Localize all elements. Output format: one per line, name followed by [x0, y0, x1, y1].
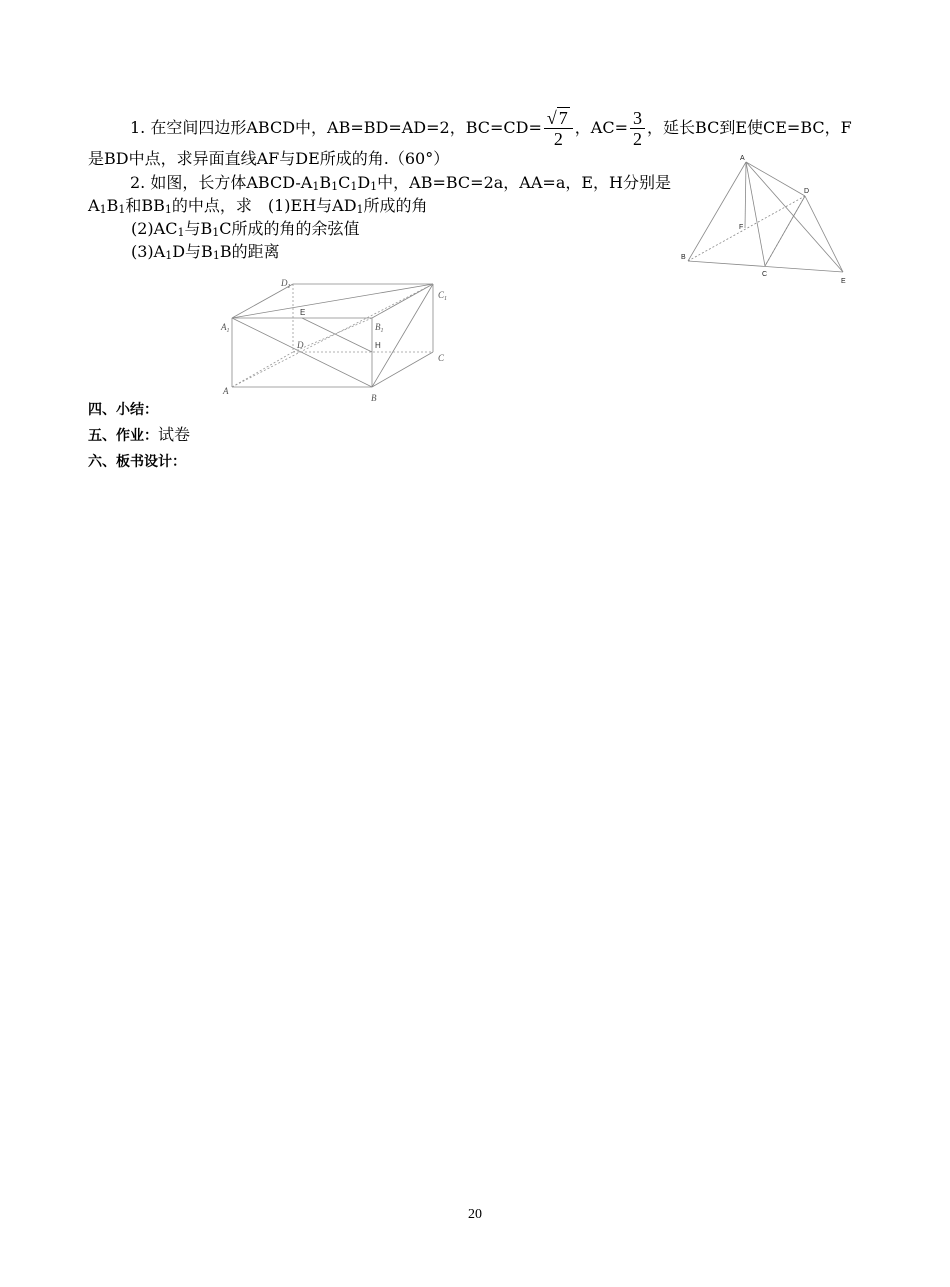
label-letter: A: [221, 322, 227, 332]
text: (2)AC: [131, 219, 178, 238]
label-E: E: [300, 308, 306, 317]
label-H: H: [375, 341, 381, 350]
section-homework-text: 试卷: [158, 425, 191, 444]
label-A: A: [223, 386, 229, 396]
sub: 1: [350, 180, 358, 193]
sub: 1: [212, 226, 220, 239]
frac2-numerator: 3: [633, 108, 643, 128]
problem1-text-b: ，AC=: [574, 118, 629, 137]
label-B1: [375, 322, 384, 334]
text: C所成的角的余弦值: [219, 219, 360, 238]
text: 所成的角: [363, 196, 428, 215]
edge-AD: [746, 162, 805, 196]
segment-EH: [302, 318, 372, 352]
text: 中，AB=BC=2a，AA=a，E，H分别是: [377, 173, 671, 192]
label-letter: D: [281, 278, 288, 288]
sub: 1: [370, 180, 378, 193]
frac1-denominator: 2: [544, 128, 573, 149]
sub: 1: [164, 203, 172, 216]
text: 的中点，求 (1)EH与AD: [171, 196, 357, 215]
label-sub: 1: [380, 328, 384, 334]
text: C: [338, 173, 351, 192]
problem1-number: 1.: [130, 118, 146, 137]
text: 和BB: [125, 196, 165, 215]
text: (3)A: [131, 242, 166, 261]
edge-AD-hidden: [232, 352, 293, 387]
text: 与B: [184, 219, 213, 238]
label-letter: C: [438, 290, 445, 300]
edge-AB: [688, 162, 746, 261]
problem2-line1: [130, 173, 671, 193]
fraction-sqrt7-over-2: $\frac{√ 7}{2}$: [544, 108, 573, 149]
edge-BD-dashed: [688, 196, 805, 261]
label-sub: 1: [444, 296, 448, 302]
label-A: A: [740, 155, 745, 162]
page-number: 20: [468, 1207, 482, 1222]
sub: 1: [331, 180, 339, 193]
text: A: [88, 196, 100, 215]
label-C: C: [762, 271, 768, 278]
edge-DE: [805, 196, 843, 272]
fraction-3-over-2: [630, 108, 645, 149]
edge-AF: [745, 162, 746, 228]
diag-BC1: [372, 284, 433, 387]
label-C: C: [438, 353, 445, 363]
label-sub: 1: [226, 328, 230, 334]
problem1-text-c: ，延长BC到E使CE=BC，F: [647, 118, 852, 137]
diag-A1B: [232, 318, 372, 387]
problem2-line2: [88, 196, 428, 216]
section-board-design-heading: 六、板书设计：: [88, 454, 186, 470]
sub: 1: [99, 203, 107, 216]
text: B的距离: [219, 242, 280, 261]
text: D: [357, 173, 371, 192]
section-homework: [88, 425, 190, 446]
label-sub: 1: [287, 284, 291, 290]
problem2-question3: [131, 242, 280, 262]
edge-AC: [746, 162, 765, 266]
label-A1: [220, 322, 230, 334]
section-homework-heading: 五、作业：: [88, 428, 158, 444]
problem2-number: 2.: [130, 173, 146, 192]
sub: 1: [177, 226, 185, 239]
problem1-text-a: 在空间四边形ABCD中，AB=BD=AD=2，BC=CD=: [150, 118, 542, 137]
text: B: [319, 173, 332, 192]
label-D: D: [297, 340, 304, 350]
edge-AE: [746, 162, 843, 272]
sub: 1: [356, 203, 364, 216]
edge-BC: [372, 352, 433, 387]
problem1-line2: 是BD中点，求异面直线AF与DE所成的角.（60°）: [88, 149, 450, 168]
label-B: B: [681, 254, 686, 261]
label-F: F: [739, 224, 744, 231]
diag-DB1-hidden: [293, 318, 372, 352]
label-C1: [438, 290, 447, 302]
sub: 1: [165, 249, 173, 262]
sub: 1: [118, 203, 126, 216]
section-summary-heading: 四、小结：: [88, 402, 158, 418]
sub: 1: [312, 180, 320, 193]
label-D: D: [804, 188, 810, 195]
frac1-numerator: 7: [558, 108, 568, 128]
text: B: [106, 196, 119, 215]
cuboid-figure: [215, 272, 470, 404]
problem1-line1: [130, 108, 852, 149]
problem2-question2: [131, 219, 359, 239]
label-B: B: [371, 393, 377, 403]
problem2-text: 如图，长方体ABCD-A: [150, 173, 313, 192]
label-E: E: [841, 278, 846, 285]
sub: 1: [212, 249, 220, 262]
label-letter: B: [375, 322, 381, 332]
text: D与B: [172, 242, 213, 261]
tetrahedron-figure: [675, 148, 860, 288]
frac2-denominator: 2: [630, 128, 645, 149]
